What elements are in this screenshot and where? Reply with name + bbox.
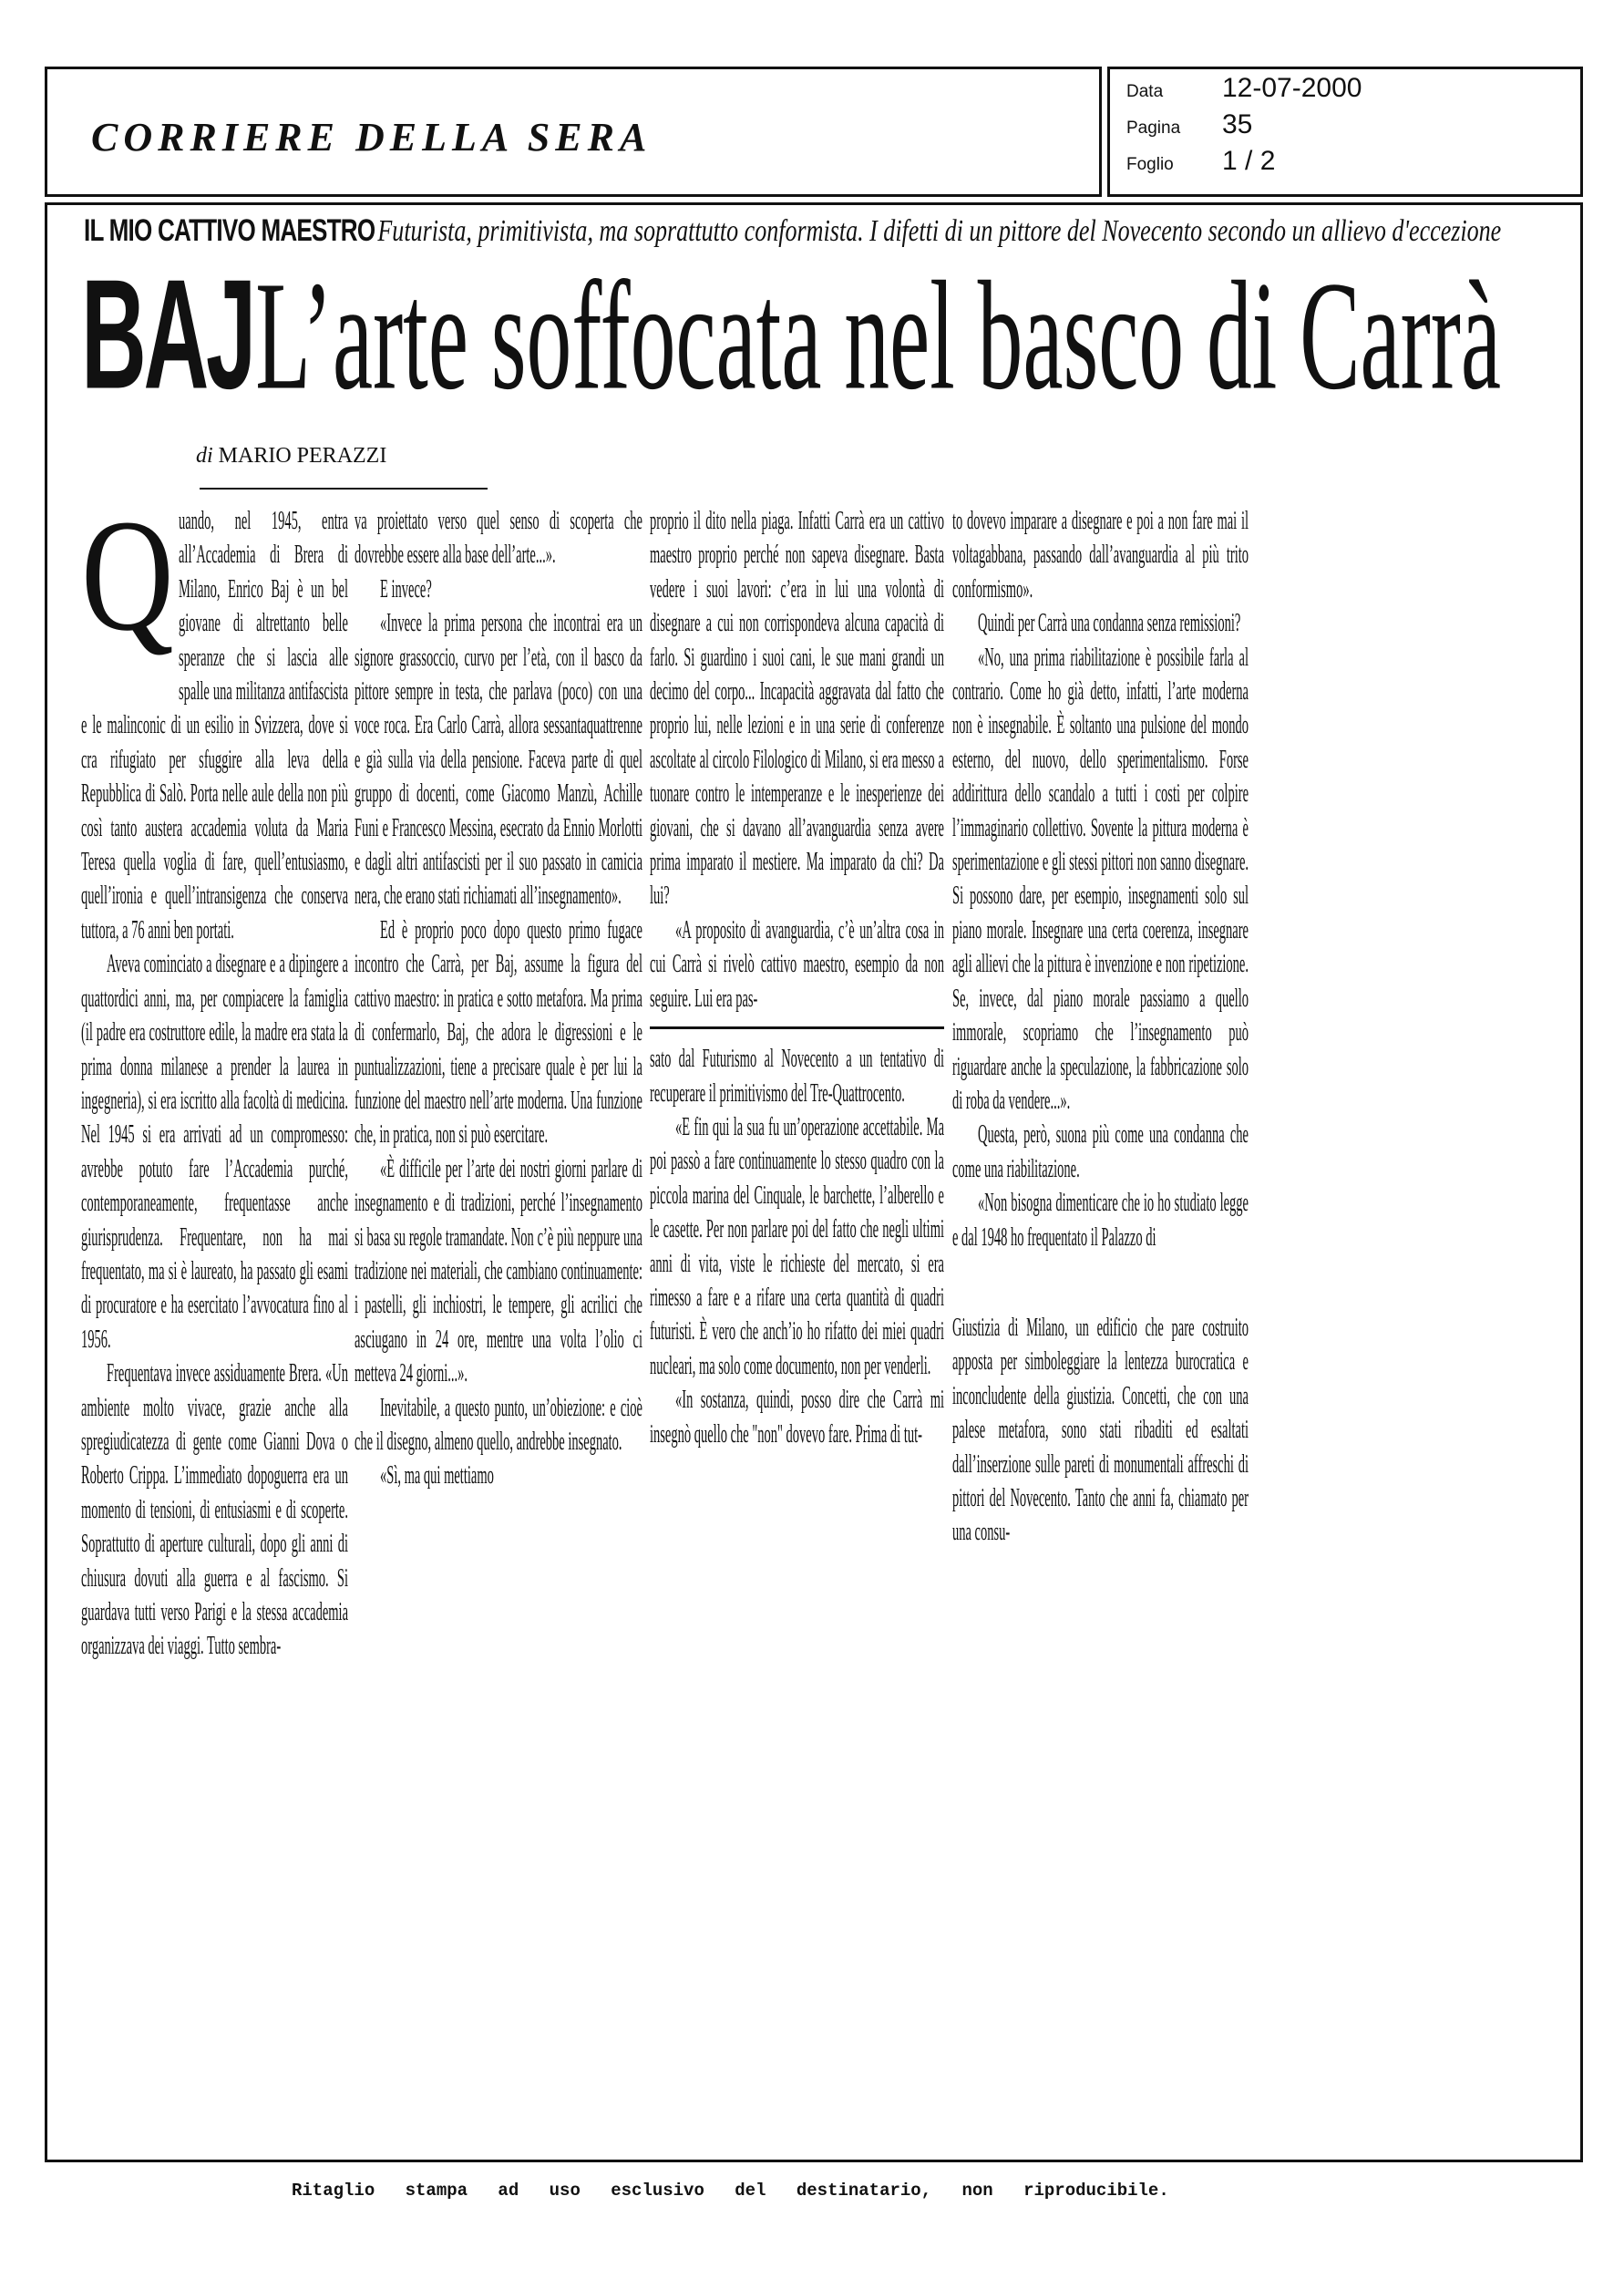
date-value: 12-07-2000: [1222, 73, 1362, 103]
paragraph: to dovevo imparare a disegnare e poi a non fare mai il voltagabbana, passando dall’avanguardia al più trito conformismo».: [952, 506, 1249, 603]
drop-cap: Q: [81, 487, 174, 665]
paragraph: «Sì, ma qui mettiamo: [380, 1460, 494, 1490]
page-label: Pagina: [1126, 119, 1181, 138]
footer-notice: Ritaglio stampa ad uso esclusivo del destinatario, non riproducibile.: [292, 2181, 1169, 2201]
byline: [196, 443, 386, 469]
paragraph: Ed è proprio poco dopo questo primo fugace incontro che Carrà, per Baj, assume la figura del cattivo maestro: in pratica e sotto metafora. Ma prima di confermarlo, Baj, che adora le digressioni e le puntualizzazioni, tiene a precisare quale è per lui la funzione del maestro nell’arte moderna. Una funzione che, in pratica, non si può esercitare.: [355, 914, 642, 1150]
paragraph: Aveva cominciato a disegnare e a dipingere a quattordici anni, ma, per compiacere la famiglia (il padre era costruttore edile, la madre era stata la prima donna milanese a prender la laurea in ingegneria), si era iscritto alla facoltà di medicina. Nel 1945 si era arrivati ad un compromesso: avrebbe potuto fare l’Accademia purché, contemporaneamente, frequentasse anche giurisprudenza. Frequentare, non ha mai frequentato, ma si è laureato, ha passato gli esami di procuratore e ha esercitato l’avvocatura fino al 1956.: [81, 949, 348, 1354]
headline-name: BAJ: [81, 247, 254, 422]
headline: [81, 247, 1502, 422]
byline-rule: [200, 488, 488, 490]
paragraph: «No, una prima riabilitazione è possibile farla al contrario. Come ho già detto, infatti, l’arte moderna non è insegnabile. È soltanto una pulsione del mondo esterno, del nuovo, dello sperimentalismo. Forse addirittura dello scandalo a tutti i costi per colpire l’immaginario collettivo. Sovente la pittura moderna è sperimentazione e gli stessi pittori non sanno disegnare. Si possono dare, per esempio, insegnamenti solo sul piano morale. Insegnare una certa coerenza, insegnare agli allievi che la pittura è invenzione e non ripetizione. Se, invece, dal piano morale passiamo a quello immorale, scopriamo che l’insegnamento può riguardare anche la speculazione, la fabbricazione solo di roba da vendere...».: [952, 642, 1249, 1115]
column-3-rule: [650, 1026, 944, 1029]
date-label: Data: [1126, 82, 1164, 101]
paragraph: «È difficile per l’arte dei nostri giorni parlare di insegnamento e di tradizioni, perché l’insegnamento si basa su regole tramandate. Non c’è più neppure una tradizione nei materiali, che cambiano continuamente: i pastelli, gli inchiostri, le tempere, gli acrilici che asciugano in 24 ore, mentre una volta l’olio ci metteva 24 giorni...».: [355, 1153, 642, 1388]
column-4-top: [952, 504, 1249, 1254]
column-4: [952, 504, 1249, 1550]
paragraph: sato dal Futurismo al Novecento a un tentativo di recuperare il primitivismo del Tre-Quattrocento.: [650, 1044, 944, 1108]
paragraph: Frequentava invece assiduamente Brera. «Un ambiente molto vivace, grazie anche alla spregiudicatezza di gente come Gianni Dova o Roberto Crippa. L’immediato dopoguerra era un momento di tensioni, di entusiasmi e di scoperte. Soprattutto di aperture culturali, dopo gli anni di chiusura dovuti alla guerra e al fascismo. Si guardava tutti verso Parigi e la stessa accademia organizzava dei viaggi. Tutto sembra-: [81, 1358, 348, 1661]
column-4-gap: [952, 1254, 1249, 1311]
paragraph: «Non bisogna dimenticare che io ho studiato legge e dal 1948 ho frequentato il Palazzo di: [952, 1188, 1249, 1252]
kicker: [84, 213, 1501, 254]
column-2: [355, 504, 642, 1493]
paragraph: «E fin qui la sua fu un’operazione accettabile. Ma poi passò a fare continuamente lo stesso quadro con la piccola marina del Cinquale, le barchette, l’alberello e le casette. Per non parlare poi del fatto che negli ultimi anni di vita, viste le richieste del mercato, si era rimesso a fare e a rifare una certa quantità di quadri futuristi. È vero che anch’io ho rifatto dei miei quadri nucleari, ma solo come documento, non per venderli.: [650, 1111, 944, 1380]
headline-title: L’arte soffocata nel basco di Carrà: [255, 249, 1502, 422]
column-4-bottom: [952, 1311, 1249, 1550]
paragraph: Inevitabile, a questo punto, un’obiezione: e cioè che il disegno, almeno quello, andrebbe insegnato.: [355, 1392, 642, 1456]
paragraph: E invece?: [380, 573, 432, 603]
sheet-value: 1 / 2: [1222, 146, 1276, 176]
byline-prefix: di: [196, 444, 213, 468]
column-1: [81, 487, 348, 1664]
paragraph: Quindi per Carrà una condanna senza remissioni?: [978, 608, 1241, 638]
column-3: [650, 504, 944, 1451]
column-2-text: [355, 504, 642, 1493]
paragraph: uando, nel 1945, entra all’Accademia di Brera di Milano, Enrico Baj è un bel giovane di altrettanto belle speranze che si lascia alle spalle una militanza antifascista e le malinconic di un esilio in Svizzera, dove si cra rifugiato per sfuggire alla leva della Repubblica di Salò. Porta nelle aule della non più così tanto austera accademia voluta da Maria Teresa quella voglia di fare, quell’entusiasmo, quell’ironia e quell’intransigenza che conserva tuttora, a 76 anni ben portati.: [81, 506, 348, 944]
kicker-label: IL MIO CATTIVO MAESTRO: [84, 213, 375, 248]
paragraph: proprio il dito nella piaga. Infatti Carrà era un cattivo maestro proprio perché non sapeva disegnare. Basta vedere i suoi lavori: c’era in lui una volontà di disegnare a cui non corrispondeva alcuna capacità di farlo. Si guardino i suoi cani, le sue mani grandi un decimo del corpo... Incapacità aggravata dal fatto che proprio lui, nelle lezioni e in una serie di conferenze ascoltate al circolo Filologico di Milano, si era messo a tuonare contro le intemperanze e le inesperienze dei giovani, che si davano all’avanguardia senza avere prima imparato il mestiere. Ma imparato da chi? Da lui?: [650, 506, 944, 911]
paragraph: va proiettato verso quel senso di scoperta che dovrebbe essere alla base dell’arte...».: [355, 506, 642, 570]
byline-author: MARIO PERAZZI: [218, 444, 387, 468]
sheet-label: Foglio: [1126, 155, 1174, 174]
paragraph: «Invece la prima persona che incontrai era un signore grassoccio, curvo per l’età, con il basco da pittore sempre in testa, che parlava (poco) con una voce roca. Era Carlo Carrà, allora sessantaquattrenne e già sulla via della pensione. Faceva parte di quel gruppo di docenti, come Giacomo Manzù, Achille Funi e Francesco Messina, esecrato da Ennio Morlotti e dagli altri antifascisti per il suo passato in camicia nera, che erano stati richiamati all’insegnamento».: [355, 608, 642, 911]
paragraph: «A proposito di avanguardia, c’è un’altra cosa in cui Carrà si rivelò cattivo maestro, esempio da non seguire. Lui era pas-: [650, 914, 944, 1013]
paragraph: «In sostanza, quindi, posso dire che Carrà mi insegnò quello che "non" dovevo fare. Prima di tut-: [650, 1385, 944, 1449]
kicker-text: Futurista, primitivista, ma soprattutto conformista. I difetti di un pittore del Novecento secondo un allievo d'eccezione: [377, 214, 1502, 248]
page-value: 35: [1222, 109, 1253, 139]
newspaper-name: CORRIERE DELLA SERA: [91, 115, 653, 160]
column-3-bottom: [650, 1042, 944, 1451]
paragraph: Questa, però, suona più come una condanna che come una riabilitazione.: [952, 1119, 1249, 1183]
paragraph: Giustizia di Milano, un edificio che pare costruito apposta per simboleggiare la lentezza burocratica e inconcludente della giustizia. Concetti, che con una palese metafora, sono stati ribaditi ed esaltati dall’inserzione sulle pareti di monumentali affreschi di pittori del Novecento. Tanto che anni fa, chiamato per una consu-: [952, 1312, 1249, 1547]
column-3-top: [650, 504, 944, 1016]
